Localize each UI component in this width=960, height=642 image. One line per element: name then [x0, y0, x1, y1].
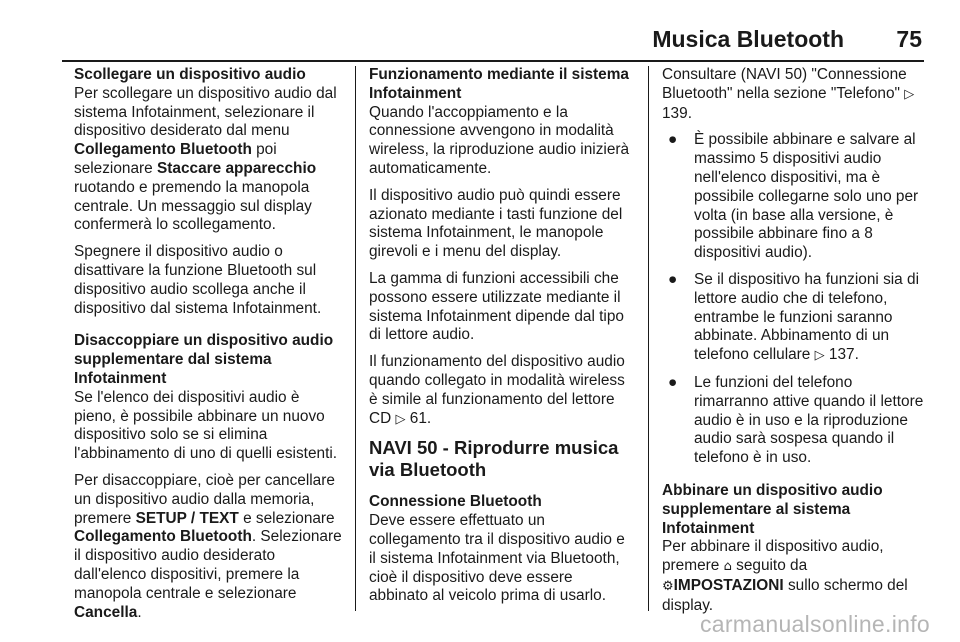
heading-pair-additional: Abbinare un dispositivo audio supplementare al sistema Infotainment	[662, 481, 883, 537]
paragraph: Spegnere il dispositivo audio o disattivare la funzione Bluetooth sul dispositivo audio scollega anche il dispositivo dal sistema Infotainment.	[74, 243, 322, 317]
header-divider	[62, 60, 924, 62]
page-number: 75	[896, 26, 922, 52]
paragraph: Deve essere effettuato un collegamento tra il dispositivo audio e il sistema Infotainment via Bluetooth, cioè il dispositivo deve essere abbinato al veicolo prima di usarlo.	[369, 512, 625, 605]
column-3	[662, 66, 928, 624]
column-2	[369, 66, 634, 614]
paragraph: Il funzionamento del dispositivo audio quando collegato in modalità wireless è simile al funzionamento del lettore CD ▷ 61.	[369, 353, 625, 427]
reference-arrow-icon: ▷	[904, 86, 915, 102]
bullet-item: ● È possibile abbinare e salvare al massimo 5 dispositivi audio nell'elenco dispositivi, ma è possibile collegarne solo uno per volta (in base alla versione, è possibile abbinare fino a 8 dispositivi audio).	[662, 131, 928, 263]
bullet-icon: ●	[668, 131, 678, 149]
paragraph: Consultare (NAVI 50) "Connessione Bluetooth" nella sezione "Telefono" ▷ 139.	[662, 66, 915, 122]
watermark-text: carmanualsonline.info	[699, 611, 930, 637]
bullet-item: ● Se il dispositivo ha funzioni sia di lettore audio che di telefono, entrambe le funzioni saranno abbinate. Abbinamento di un telefono cellulare ▷ 137.	[662, 271, 928, 366]
menu-item-ref: Collegamento Bluetooth	[74, 141, 252, 159]
heading-unpair: Disaccoppiare un dispositivo audio supplementare dal sistema Infotainment	[74, 332, 334, 387]
column-divider	[355, 66, 356, 611]
page-ref: 137	[828, 346, 855, 364]
heading-bt-connection: Connessione Bluetooth	[369, 493, 542, 511]
heading-disconnect: Scollegare un dispositivo audio	[74, 66, 306, 83]
bullet-icon: ●	[668, 270, 678, 288]
column-1	[74, 66, 342, 630]
column-divider	[648, 66, 649, 611]
page-ref: 139	[662, 104, 688, 122]
paragraph: Quando l'accoppiamento e la connessione avvengono in modalità wireless, la riproduzione audio inizierà automaticamente.	[369, 103, 630, 177]
section-title: Musica Bluetooth	[652, 26, 844, 52]
bullet-icon: ●	[668, 373, 678, 391]
button-ref: SETUP / TEXT	[135, 509, 239, 527]
gear-icon: ⚙	[662, 578, 674, 594]
paragraph: Il dispositivo audio può quindi essere azionato mediante i tasti funzione del sistema Infotainment, le manopole girevoli e i menu del display.	[369, 186, 623, 261]
menu-item-ref: Cancella	[74, 603, 138, 621]
paragraph: Per scollegare un dispositivo audio dal sistema Infotainment, selezionare il dispositivo desiderato dal menu Collegamento Bluetooth poi selezionare Staccare apparecchio ruotando e premendo la manopola centrale. Un messaggio sul display confermerà lo scollegamento.	[74, 84, 337, 234]
paragraph: Per abbinare il dispositivo audio, premere ⌂ seguito da ⚙IMPOSTAZIONI sullo schermo del display.	[662, 538, 908, 614]
reference-arrow-icon: ▷	[395, 411, 406, 427]
menu-item-ref: Collegamento Bluetooth	[74, 528, 252, 546]
heading-navi50: NAVI 50 - Riprodurre musica via Bluetooth	[369, 437, 619, 481]
paragraph: Per disaccoppiare, cioè per cancellare un dispositivo audio dalla memoria, premere SETUP / TEXT e selezionare Collegamento Bluetooth. Selezionare il dispositivo audio desiderato dall'elenco dispositivi, premere la manopola centrale e selezionare Cancella.	[74, 471, 342, 621]
home-icon: ⌂	[723, 559, 732, 575]
bullet-item: ● Le funzioni del telefono rimarranno attive quando il lettore audio è in uso e la riproduzione audio sarà sospesa quando il telefono è in uso.	[662, 374, 928, 468]
heading-operation: Funzionamento mediante il sistema Infotainment	[369, 66, 629, 102]
menu-item-ref: Staccare apparecchio	[157, 159, 317, 177]
menu-item-ref: IMPOSTAZIONI	[673, 576, 784, 594]
reference-arrow-icon: ▷	[814, 348, 825, 364]
paragraph: La gamma di funzioni accessibili che possono essere utilizzate mediante il sistema Infotainment dipende dal tipo di lettore audio.	[369, 269, 624, 344]
page-ref: 61	[409, 409, 427, 427]
paragraph: Se l'elenco dei dispositivi audio è pieno, è possibile abbinare un nuovo dispositivo solo se si elimina l'abbinamento di uno di quelli esistenti.	[74, 388, 338, 463]
